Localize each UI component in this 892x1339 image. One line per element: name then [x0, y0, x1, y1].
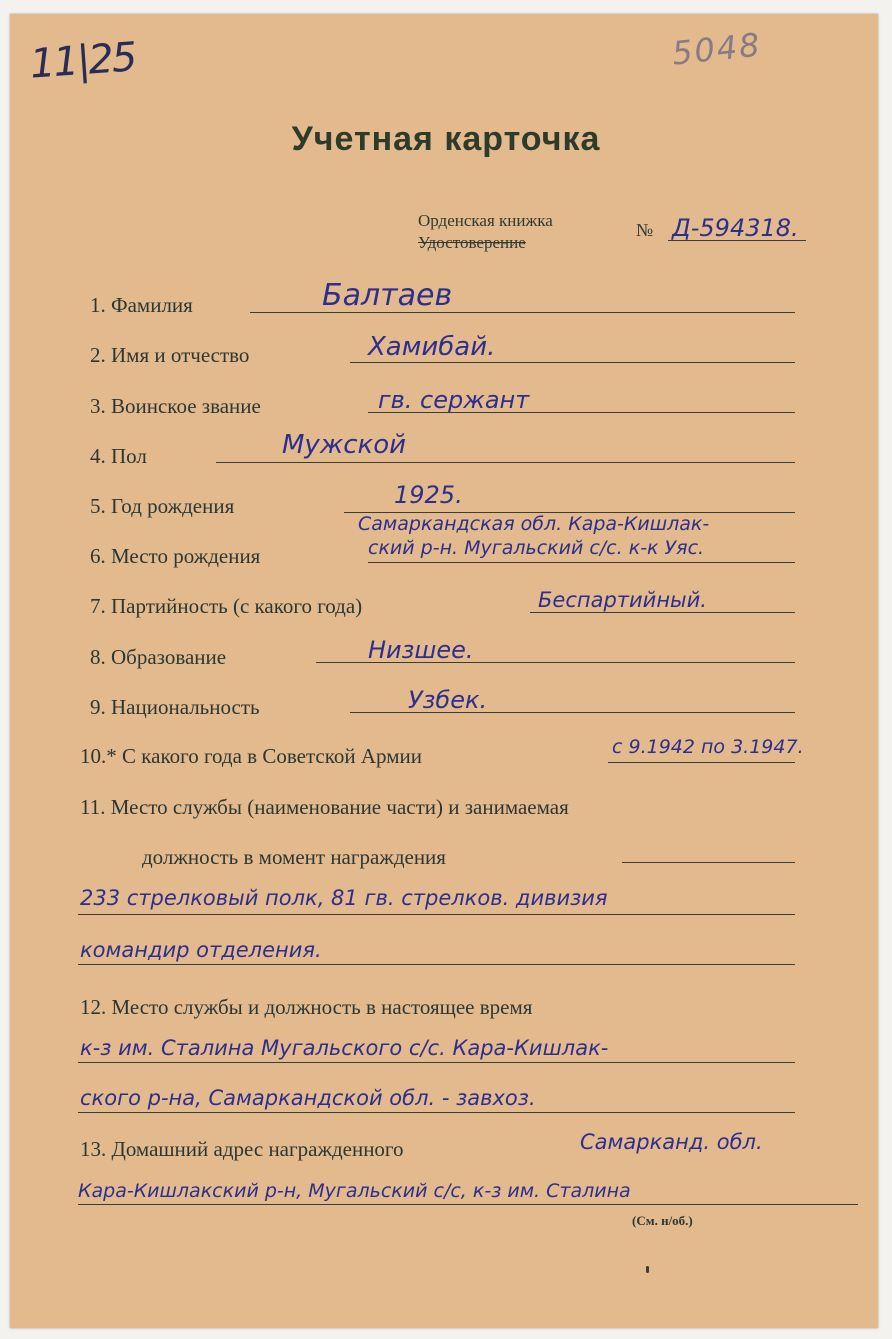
field-line-sex [216, 462, 795, 463]
field-line-service-position [622, 862, 795, 863]
field-value-birthplace-top: Самаркандская обл. Кара-Кишлак- [358, 513, 710, 535]
field-line-birthplace [368, 562, 795, 563]
card-title: Учетная карточка [291, 120, 601, 158]
field-value-army-since: с 9.1942 по 3.1947. [612, 736, 804, 758]
field-value-service-unit: 233 стрелковый полк, 81 гв. стрелков. дивизия [80, 886, 608, 910]
field-label-nationality: 9. Национальность [90, 695, 260, 719]
field-label-education: 8. Образование [90, 645, 227, 669]
field-value-service-role: командир отделения. [80, 938, 322, 962]
field-value-rank: гв. сержант [378, 386, 530, 414]
field-label-service-place: 11. Место службы (наименование части) и занимаемая [80, 795, 569, 819]
field-line-current-job-1 [78, 1062, 795, 1063]
field-label-home-address: 13. Домашний адрес награжденного [80, 1137, 404, 1161]
footer-note: (См. н/об.) [632, 1213, 693, 1228]
field-line-name [350, 362, 795, 363]
field-line-service-unit [78, 914, 795, 915]
field-label-current-job: 12. Место службы и должность в настоящее время [80, 995, 533, 1019]
order-number-sign: № [636, 220, 654, 240]
field-value-party: Беспартийный. [538, 588, 707, 612]
order-book-label: Орденская книжка [418, 211, 553, 230]
field-value-birth-year: 1925. [394, 481, 463, 509]
field-line-army-since [608, 762, 795, 763]
field-label-birthplace: 6. Место рождения [90, 544, 261, 568]
field-value-name: Хамибай. [368, 332, 496, 362]
field-line-home-address-2 [78, 1204, 858, 1205]
field-label-service-position: должность в момент награждения [142, 845, 446, 869]
order-number-value: Д-594318. [672, 214, 799, 242]
field-value-current-job-2: ского р-на, Самаркандской обл. - завхоз. [80, 1086, 536, 1110]
stray-mark [646, 1266, 649, 1273]
field-value-surname: Балтаев [322, 278, 453, 313]
field-line-service-role [78, 964, 795, 965]
field-value-home-address-2: Кара-Кишлакский р-н, Мугальский с/с, к-з им. Сталина [78, 1180, 631, 1202]
order-number-line [668, 240, 806, 241]
field-label-rank: 3. Воинское звание [90, 394, 261, 418]
order-book-labels [418, 210, 553, 254]
field-label-surname: 1. Фамилия [90, 293, 193, 317]
field-label-sex: 4. Пол [90, 444, 147, 468]
pencil-mark-top-right: 5048 [670, 25, 764, 73]
field-label-name: 2. Имя и отчество [90, 343, 250, 367]
order-book-struck-label: Удостоверение [418, 233, 526, 252]
field-value-sex: Мужской [282, 430, 407, 460]
field-line-party [530, 612, 795, 613]
field-line-current-job-2 [78, 1112, 795, 1113]
field-value-home-address: Самарканд. обл. [580, 1130, 763, 1154]
field-value-education: Низшее. [368, 636, 474, 664]
field-label-party: 7. Партийность (с какого года) [90, 594, 363, 618]
pencil-mark-top-left: 11|25 [28, 34, 137, 88]
field-label-army-since: 10.* С какого года в Советской Армии [80, 744, 422, 768]
field-label-birth-year: 5. Год рождения [90, 494, 235, 518]
field-value-nationality: Узбек. [408, 686, 488, 714]
field-value-birthplace: ский р-н. Мугальский с/с. к-к Уяс. [368, 537, 705, 559]
field-value-current-job-1: к-з им. Сталина Мугальского с/с. Кара-Кишлак- [80, 1036, 609, 1060]
